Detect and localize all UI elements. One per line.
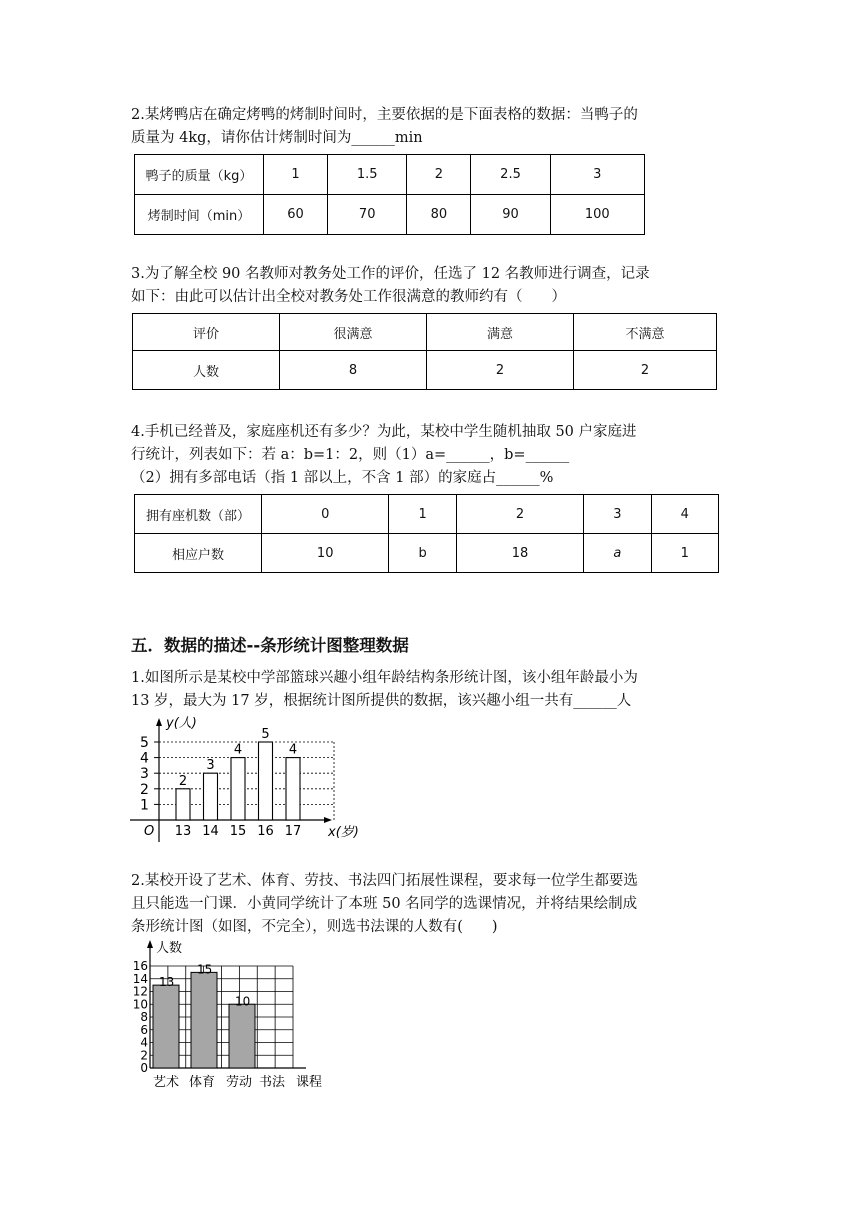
- data-label: 3: [206, 758, 215, 774]
- q4-line1: 4.手机已经普及，家庭座机还有多少？为此，某校中学生随机抽取 50 户家庭进: [131, 424, 637, 440]
- y-tick-label: 2: [140, 781, 149, 798]
- y-tick-label: 12: [132, 984, 148, 999]
- data-label: 2: [178, 773, 188, 789]
- q2-row-header-time: 烤制时间（min）: [135, 195, 264, 235]
- s5q1-text: [131, 667, 735, 713]
- q4-row-header-households: 相应户数: [135, 534, 262, 573]
- data-label: 4: [288, 742, 298, 758]
- q2-mass-cell: 1.5: [328, 155, 407, 195]
- bar: [259, 742, 273, 820]
- q3-row-label: 人数: [133, 351, 280, 390]
- q2-time-cell: 60: [264, 195, 328, 235]
- q3-text: [131, 263, 735, 309]
- q2-row-header-mass: 鸭子的质量（kg）: [135, 155, 264, 195]
- y-tick-label: 14: [132, 971, 148, 986]
- q4-line3: （2）拥有多部电话（指 1 部以上，不含 1 部）的家庭占______%: [131, 470, 554, 486]
- bar: [286, 758, 300, 820]
- y-tick-label: 10: [132, 997, 148, 1012]
- q4-phone-cell: 4: [651, 495, 718, 534]
- s5q1-line1: 1.如图所示是某校中学部篮球兴趣小组年龄结构条形统计图，该小组年龄最小为: [131, 670, 638, 686]
- q4-phone-cell: 1: [389, 495, 456, 534]
- q4-phone-cell: 3: [584, 495, 651, 534]
- x-tick-label: 15: [229, 824, 247, 839]
- q3-header-cell: 评价: [133, 314, 280, 351]
- q2-time-cell: 90: [471, 195, 550, 235]
- q3-header-cell: 不满意: [574, 314, 717, 351]
- q4-household-cell: 18: [456, 534, 583, 573]
- q3-line2: 如下：由此可以估计出全校对教务处工作很满意的教师约有（ ）: [131, 289, 566, 305]
- data-label: 15: [197, 962, 213, 977]
- s5q2-line2: 且只能选一门课．小黄同学统计了本班 50 名同学的选课情况，并将结果绘制成: [131, 896, 638, 912]
- q3-line1: 3.为了解全校 90 名教师对教务处工作的评价，任选了 12 名教师进行调查，记录: [131, 266, 650, 282]
- q3-count-cell: 2: [427, 351, 574, 390]
- x-tick-label: 16: [257, 824, 274, 839]
- q4-household-cell: b: [389, 534, 456, 573]
- y-axis-arrow: [156, 718, 162, 726]
- s5q2-line3: 条形统计图（如图，不完全），则选书法课的人数有( ): [131, 919, 498, 935]
- q4-household-cell: 10: [262, 534, 389, 573]
- q2-time-cell: 100: [550, 195, 644, 235]
- q2-mass-cell: 2: [407, 155, 471, 195]
- x-tick-label: 体育: [188, 1075, 216, 1090]
- x-axis-arrow: [324, 817, 332, 823]
- q2-time-cell: 80: [407, 195, 471, 235]
- q2-mass-cell: 1: [264, 155, 328, 195]
- data-label: 5: [261, 727, 270, 742]
- q4-row-header-phones: 拥有座机数（部）: [135, 495, 262, 534]
- y-axis-label: y(人): [166, 716, 197, 731]
- q2-time-cell: 70: [328, 195, 407, 235]
- y-tick-label: 1: [140, 797, 149, 814]
- data-label: 13: [159, 975, 175, 990]
- y-tick-label: 8: [140, 1010, 148, 1024]
- q4-household-cell: 1: [651, 534, 718, 573]
- y-axis-label: 人数: [156, 941, 183, 956]
- data-label: 4: [233, 742, 243, 758]
- q2-mass-cell: 3: [550, 155, 644, 195]
- y-axis-arrow: [147, 940, 153, 948]
- q4-household-cell: a: [584, 534, 651, 573]
- q4-table: [134, 494, 719, 573]
- bar: [153, 985, 179, 1068]
- x-tick-label: 书法: [258, 1075, 286, 1090]
- s5q1-line2: 13 岁，最大为 17 岁，根据统计图所提供的数据，该兴趣小组一共有______人: [131, 693, 632, 709]
- bar: [191, 972, 217, 1068]
- y-tick-label: 0: [140, 1061, 148, 1075]
- q3-table: [132, 313, 717, 390]
- x-tick-label: 17: [284, 824, 302, 839]
- bar: [229, 1004, 255, 1068]
- q3-count-cell: 2: [574, 351, 717, 390]
- x-tick-label: 13: [174, 824, 192, 839]
- q4-line2: 行统计，列表如下：若 a：b=1：2，则（1）a=______，b=______: [131, 447, 570, 463]
- y-tick-label: 4: [140, 1035, 148, 1050]
- q4-text: [131, 421, 735, 490]
- q4-phone-cell: 2: [456, 495, 583, 534]
- s5q2-text: [131, 870, 735, 939]
- bar: [231, 758, 245, 820]
- x-tick-label: 劳动: [225, 1075, 253, 1090]
- q2-table: [134, 154, 645, 235]
- data-label: 10: [235, 994, 251, 1009]
- bar: [204, 773, 218, 820]
- section-heading: 五．数据的描述--条形统计图整理数据: [131, 636, 409, 655]
- age-bar-chart: [126, 714, 366, 844]
- s5q2-line1: 2.某校开设了艺术、体育、劳技、书法四门拓展性课程，要求每一位学生都要选: [131, 873, 638, 889]
- y-tick-label: 16: [132, 959, 148, 973]
- course-bar-chart: [126, 938, 336, 1090]
- origin-label: O: [144, 824, 155, 839]
- y-tick-label: 6: [140, 1022, 148, 1037]
- q3-header-cell: 很满意: [280, 314, 427, 351]
- q2-line2: 质量为 4kg，请你估计烤制时间为______min: [131, 130, 423, 146]
- q3-count-cell: 8: [280, 351, 427, 390]
- x-axis-label: 课程: [296, 1075, 323, 1090]
- bar: [176, 789, 190, 820]
- q2-line1: 2.某烤鸭店在确定烤鸭的烤制时间时，主要依据的是下面表格的数据：当鸭子的: [131, 107, 638, 123]
- y-tick-label: 5: [140, 735, 149, 751]
- y-tick-label: 2: [140, 1048, 148, 1063]
- y-tick-label: 3: [140, 766, 149, 783]
- x-tick-label: 14: [202, 824, 219, 839]
- q3-header-cell: 满意: [427, 314, 574, 351]
- x-tick-label: 艺术: [152, 1075, 180, 1090]
- q2-mass-cell: 2.5: [471, 155, 550, 195]
- x-axis-label: x(岁): [328, 825, 359, 840]
- q4-phone-cell: 0: [262, 495, 389, 534]
- y-tick-label: 4: [140, 750, 149, 767]
- q2-text: [131, 104, 735, 150]
